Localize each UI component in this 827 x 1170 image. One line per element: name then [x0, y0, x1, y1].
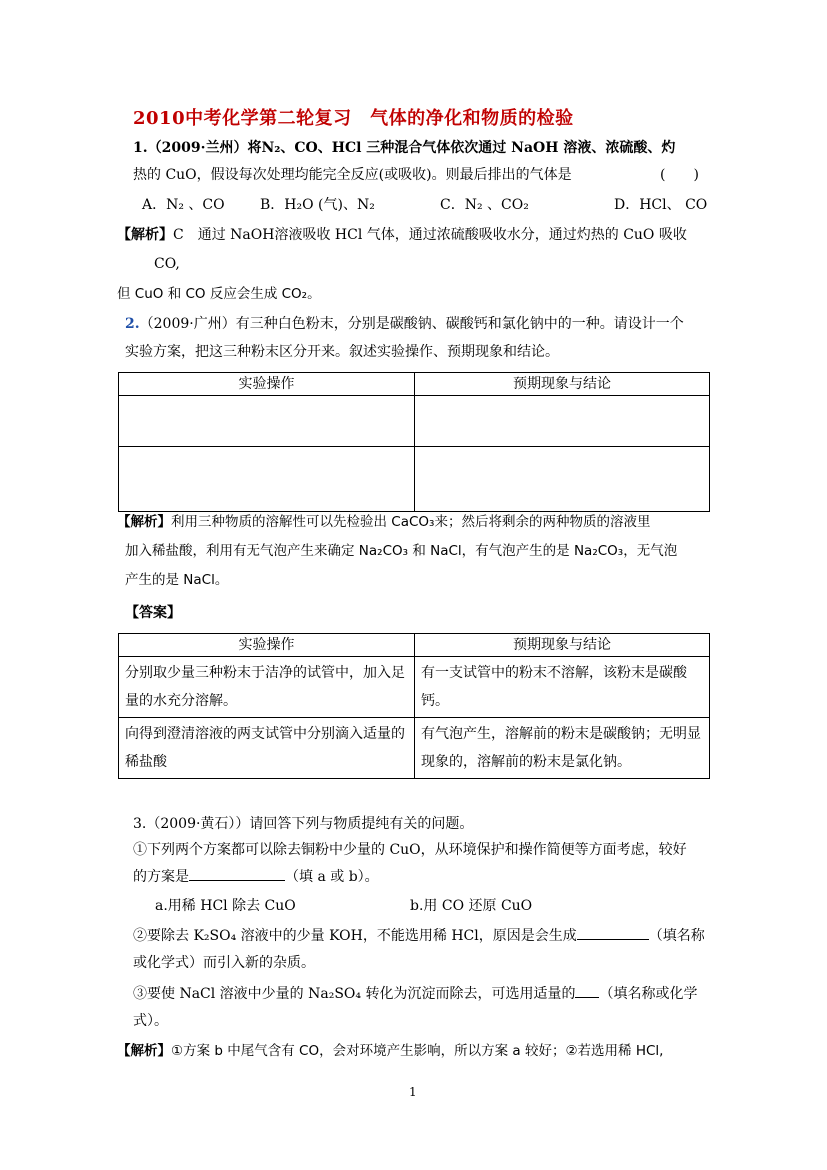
page-title: 2010中考化学第二轮复习 气体的净化和物质的检验 — [133, 108, 574, 129]
q1-answer-paren: ( ) — [660, 167, 699, 183]
q1-line2: 热的 CuO，假设每次处理均能完全反应(或吸收)。则最后排出的气体是 — [133, 167, 572, 183]
q3-part1-cont: 的方案是 — [133, 869, 189, 885]
q2-answer-label: 【答案】 — [125, 605, 181, 621]
q3-part3-end: （填名称或化学 — [599, 986, 698, 1002]
blank-cell[interactable] — [119, 396, 415, 447]
blank-cell[interactable] — [415, 396, 710, 447]
answer-header-operation: 实验操作 — [119, 634, 415, 657]
q3-part2: ②要除去 K₂SO₄ 溶液中的少量 KOH，不能选用稀 HCl，原因是会生成 — [133, 928, 577, 944]
q1-analysis-line3: 但 CuO 和 CO 反应会生成 CO₂。 — [117, 286, 321, 302]
q1-analysis-text: C 通过 NaOH溶液吸收 HCl 气体，通过浓硫酸吸收水分，通过灼热的 CuO 吸收 — [173, 227, 687, 243]
q2-analysis-line3: 产生的是 NaCl。 — [125, 572, 229, 588]
q2-analysis-text: 利用三种物质的溶解性可以先检验出 CaCO₃来；然后将剩余的两种物质的溶液里 — [171, 514, 651, 530]
q3-analysis-text: ①方案 b 中尾气含有 CO，会对环境产生影响，所以方案 a 较好；②若选用稀 HCl, — [171, 1043, 664, 1059]
q1-line1 — [133, 138, 675, 158]
table-header-operation: 实验操作 — [119, 373, 415, 396]
q1-option-a: A．N₂ 、CO — [142, 197, 225, 213]
q3-part3: ③要使 NaCl 溶液中少量的 Na₂SO₄ 转化为沉淀而除去，可选用适量的 — [133, 986, 576, 1002]
q2-answer-table — [118, 633, 710, 779]
answer-cell: 向得到澄清溶液的两支试管中分别滴入适量的稀盐酸 — [119, 718, 415, 779]
q3-option-b: b.用 CO 还原 CuO — [410, 898, 533, 914]
answer-cell: 分别取少量三种粉末于洁净的试管中，加入足量的水充分溶解。 — [119, 657, 415, 718]
table-header-result: 预期现象与结论 — [415, 373, 710, 396]
answer-header-result: 预期现象与结论 — [415, 634, 710, 657]
q3-option-a: a.用稀 HCl 除去 CuO — [155, 898, 296, 914]
q1-option-b: B．H₂O (气)、N₂ — [260, 197, 375, 213]
blank-cell[interactable] — [415, 447, 710, 512]
q2-text: （2009·广州）有三种白色粉末，分别是碳酸钠、碳酸钙和氯化钠中的一种。请设计一个 — [139, 316, 684, 332]
q1-text: 1.（2009·兰州）将N₂、CO、HCl 三种混合气体依次通过 NaOH 溶液、浓硫酸、灼 — [133, 140, 676, 156]
answer-cell: 有气泡产生，溶解前的粉末是碳酸钠；无明显现象的，溶解前的粉末是氯化钠。 — [415, 718, 710, 779]
q3-part3-cont: 式）。 — [133, 1013, 168, 1029]
q1-option-d: D．HCl、 CO — [614, 197, 708, 213]
answer-blank[interactable] — [577, 925, 649, 940]
q2-analysis-line2: 加入稀盐酸，利用有无气泡产生来确定 Na₂CO₃ 和 NaCl，有气泡产生的是 Na₂CO₃，无气泡 — [125, 543, 678, 559]
q3-analysis-label: 【解析】 — [117, 1043, 171, 1059]
answer-blank[interactable] — [189, 866, 285, 881]
q1-analysis — [117, 225, 687, 245]
q3-part2-end: （填名称 — [648, 928, 705, 944]
q3-part1: ①下列两个方案都可以除去铜粉中少量的 CuO，从环境保护和操作简便等方面考虑，较好 — [133, 842, 687, 858]
answer-cell: 有一支试管中的粉末不溶解，该粉末是碳酸钙。 — [415, 657, 710, 718]
q2-analysis-label: 【解析】 — [117, 514, 171, 530]
q1-analysis-line2: CO, — [154, 256, 180, 272]
q1-option-c: C．N₂ 、CO₂ — [440, 197, 529, 213]
q1-analysis-label: 【解析】 — [117, 227, 173, 243]
blank-cell[interactable] — [119, 447, 415, 512]
q2-line2: 实验方案，把这三种粉末区分开来。叙述实验操作、预期现象和结论。 — [125, 344, 559, 360]
q2-number: 2. — [125, 316, 140, 332]
page-number: 1 — [409, 1085, 417, 1099]
q3-part1-end: （填 a 或 b）。 — [285, 869, 379, 885]
q2-blank-table — [118, 372, 710, 512]
q3-line1: 3.（2009·黄石））请回答下列与物质提纯有关的问题。 — [133, 816, 474, 832]
q3-part2-cont: 或化学式）而引入新的杂质。 — [133, 955, 315, 971]
answer-blank[interactable] — [575, 983, 599, 998]
